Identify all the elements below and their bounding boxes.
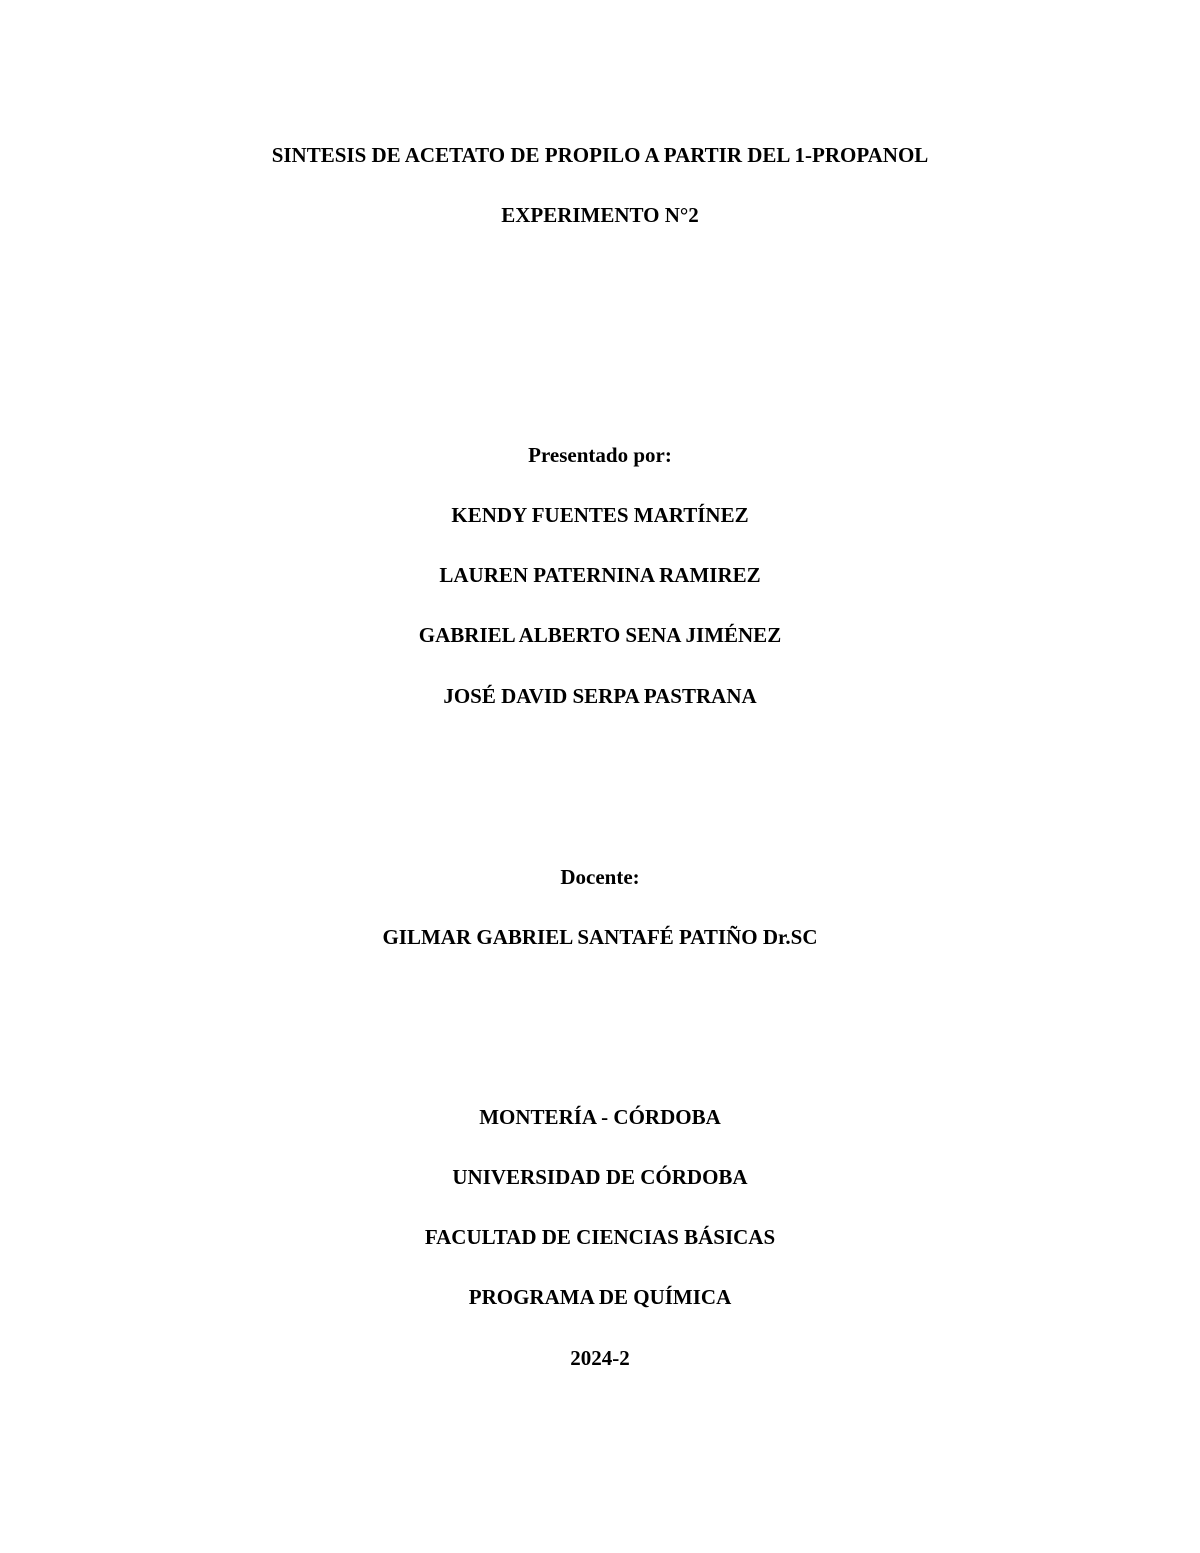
location: MONTERÍA - CÓRDOBA bbox=[479, 1105, 721, 1129]
teacher-name: GILMAR GABRIEL SANTAFÉ PATIÑO Dr.SC bbox=[382, 925, 818, 949]
author-name: GABRIEL ALBERTO SENA JIMÉNEZ bbox=[418, 623, 782, 647]
academic-period: 2024-2 bbox=[570, 1346, 630, 1370]
author-name: JOSÉ DAVID SERPA PASTRANA bbox=[443, 684, 757, 708]
program-name: PROGRAMA DE QUÍMICA bbox=[468, 1285, 732, 1309]
author-name: LAUREN PATERNINA RAMIREZ bbox=[439, 563, 761, 587]
teacher-label: Docente: bbox=[560, 865, 640, 889]
document-title: SINTESIS DE ACETATO DE PROPILO A PARTIR DEL 1-PROPANOL bbox=[271, 143, 929, 167]
author-name: KENDY FUENTES MARTÍNEZ bbox=[451, 503, 749, 527]
authors-label: Presentado por: bbox=[528, 443, 672, 467]
university-name: UNIVERSIDAD DE CÓRDOBA bbox=[452, 1165, 748, 1189]
experiment-number: EXPERIMENTO N°2 bbox=[501, 203, 699, 227]
faculty-name: FACULTAD DE CIENCIAS BÁSICAS bbox=[424, 1225, 776, 1249]
